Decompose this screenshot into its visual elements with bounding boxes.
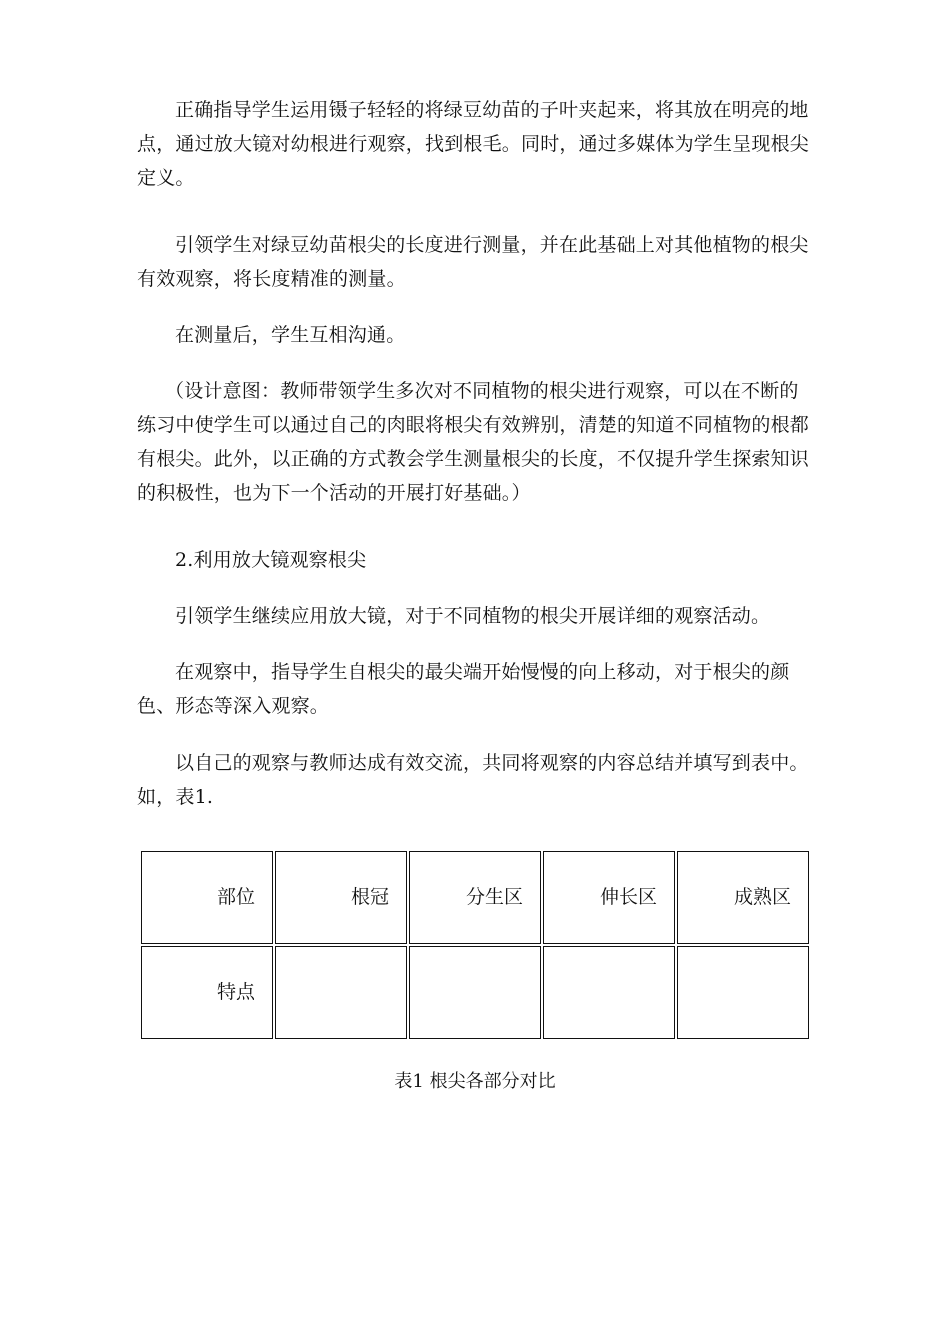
paragraph-observe-upward: 在观察中，指导学生自根尖的最尖端开始慢慢的向上移动，对于根尖的颜色、形态等深入观察。 — [137, 661, 790, 717]
table-header-part: 部位 — [216, 886, 255, 908]
table-cell — [141, 946, 273, 1039]
table-cell — [275, 946, 407, 1039]
paragraph-summarize-table: 以自己的观察与教师达成有效交流，共同将观察的内容总结并填写到表中。如，表1. — [137, 752, 809, 808]
table-cell — [409, 851, 541, 944]
table-cell — [677, 946, 809, 1039]
table-header-elongation: 伸长区 — [599, 886, 657, 908]
paragraph-communicate: 在测量后，学生互相沟通。 — [175, 324, 406, 346]
root-tip-comparison-table — [139, 849, 811, 1041]
table-cell — [275, 851, 407, 944]
paragraph-continue-magnifier: 引领学生继续应用放大镜，对于不同植物的根尖开展详细的观察活动。 — [175, 605, 771, 627]
table-cell — [543, 851, 675, 944]
table-caption: 表1 根尖各部分对比 — [394, 1071, 556, 1092]
table-cell — [543, 946, 675, 1039]
paragraph-guide-observation: 正确指导学生运用镊子轻轻的将绿豆幼苗的子叶夹起来，将其放在明亮的地点，通过放大镜对幼根进行观察，找到根毛。同时，通过多媒体为学生呈现根尖定义。 — [137, 99, 810, 189]
table-row — [141, 946, 809, 1039]
table-row-label-features: 特点 — [216, 981, 255, 1003]
table-cell — [409, 946, 541, 1039]
paragraph-design-intent: （设计意图：教师带领学生多次对不同植物的根尖进行观察，可以在不断的练习中使学生可以通过自己的肉眼将根尖有效辨别，清楚的知道不同植物的根都有根尖。此外，以正确的方式教会学生测量根尖的长度，不仅提升学生探索知识的积极性，也为下一个活动的开展打好基础。） — [137, 380, 810, 504]
table-header-row — [141, 851, 809, 944]
table-header-root-cap: 根冠 — [350, 886, 389, 908]
table-header-meristem: 分生区 — [465, 886, 523, 908]
paragraph-measure-root-tip: 引领学生对绿豆幼苗根尖的长度进行测量，并在此基础上对其他植物的根尖有效观察，将长度精准的测量。 — [137, 234, 809, 290]
section-heading-magnifier: 2.利用放大镜观察根尖 — [175, 549, 367, 571]
table-header-maturation: 成熟区 — [733, 886, 791, 908]
table-cell — [677, 851, 809, 944]
table-cell — [141, 851, 273, 944]
